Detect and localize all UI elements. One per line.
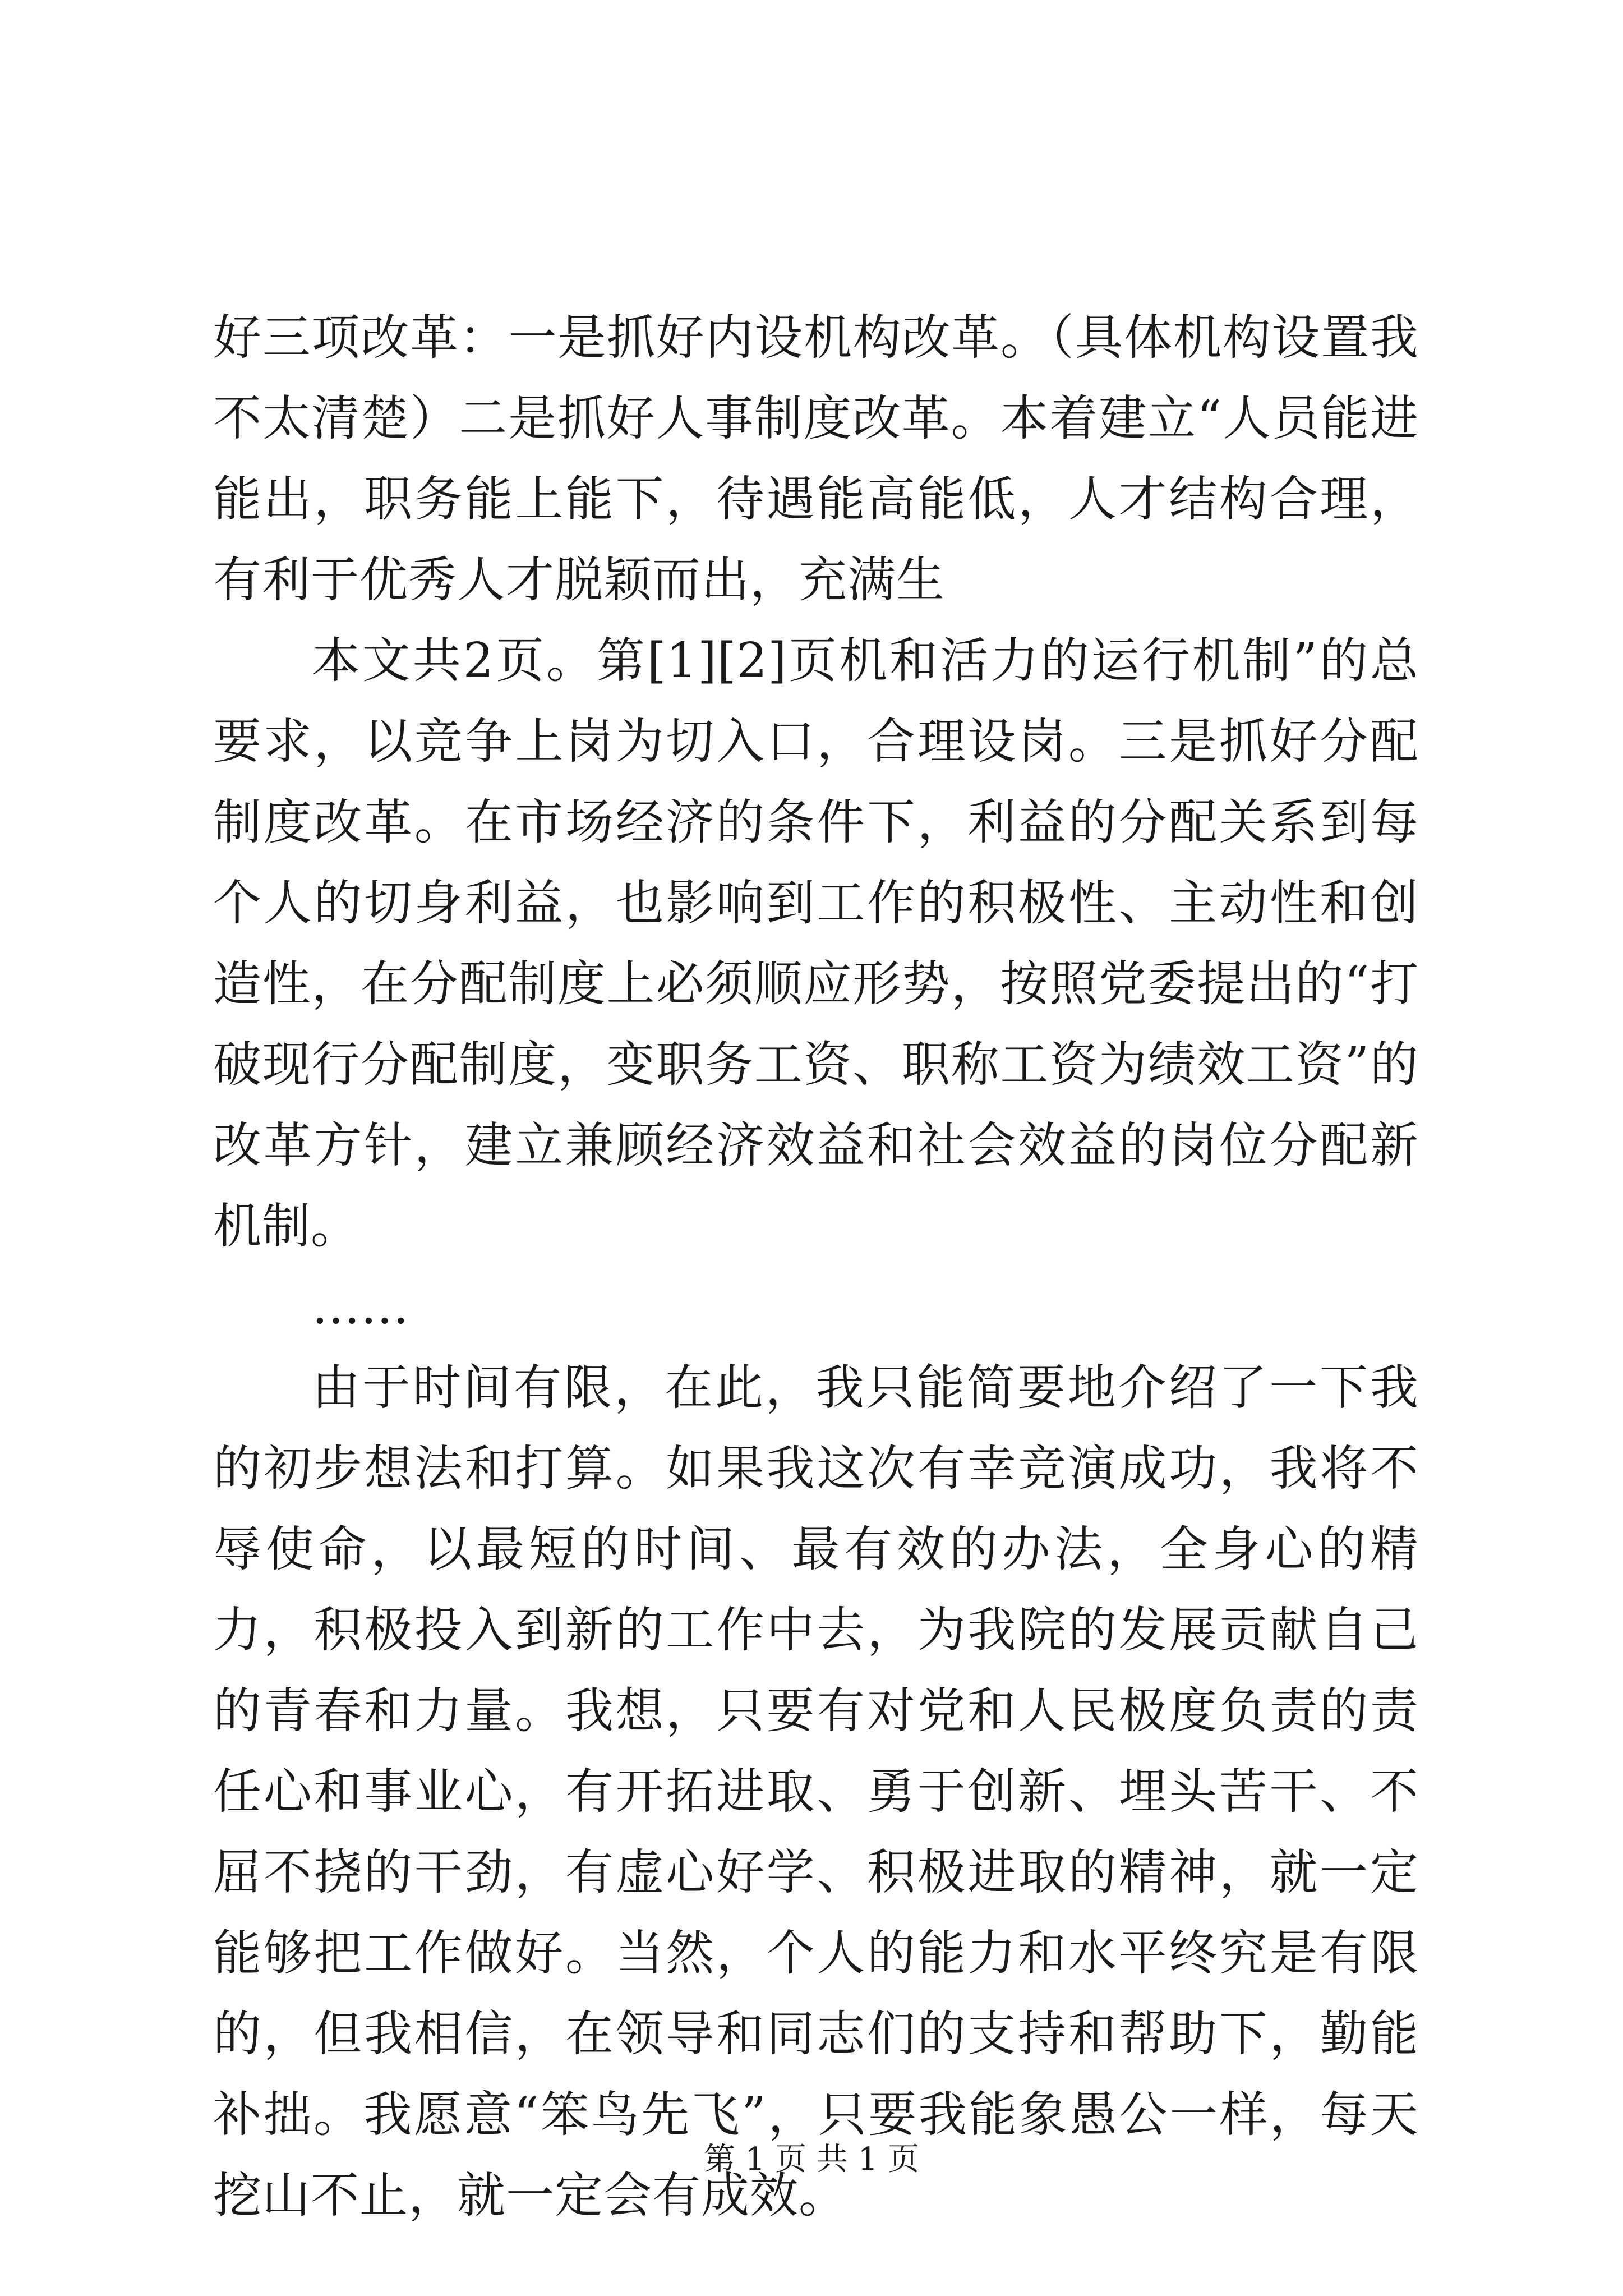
paragraph-1: 好三项改革：一是抓好内设机构改革。（具体机构设置我不太清楚）二是抓好人事制度改革。本着建立“人员能进能出，职务能上能下，待遇能高能低，人才结构合理，有利于优秀人才脱颖而出，充满生 [213,310,1419,608]
ellipsis-paragraph: …… [312,1279,409,1335]
paragraph-3: 由于时间有限，在此，我只能简要地介绍了一下我的初步想法和打算。如果我这次有幸竞演成功，我将不辱使命，以最短的时间、最有效的办法，全身心的精力，积极投入到新的工作中去，为我院的发展贡献自己的青春和力量。我想，只要有对党和人民极度负责的责任心和事业心，有开拓进取、勇于创新、埋头苦干、不屈不挠的干劲，有虚心好学、积极进取的精神，就一定能够把工作做好。当然，个人的能力和水平终究是有限的，但我相信，在领导和同志们的支持和帮助下，勤能补拙。我愿意“笨鸟先飞”，只要我能象愚公一样，每天挖山不止，就一定会有成效。 [213,1360,1419,2224]
document-body [213,297,1419,2236]
page-footer: 第 1 页 共 1 页 [703,2141,920,2178]
paragraph-2: 本文共2页。第[1][2]页机和活力的运行机制”的总要求，以竞争上岗为切入口，合理设岗。三是抓好分配制度改革。在市场经济的条件下，利益的分配关系到每个人的切身利益，也影响到工作的积极性、主动性和创造性，在分配制度上必须顺应形势，按照党委提出的“打破现行分配制度，变职务工资、职称工资为绩效工资”的改革方针，建立兼顾经济效益和社会效益的岗位分配新机制。 [213,633,1419,1254]
